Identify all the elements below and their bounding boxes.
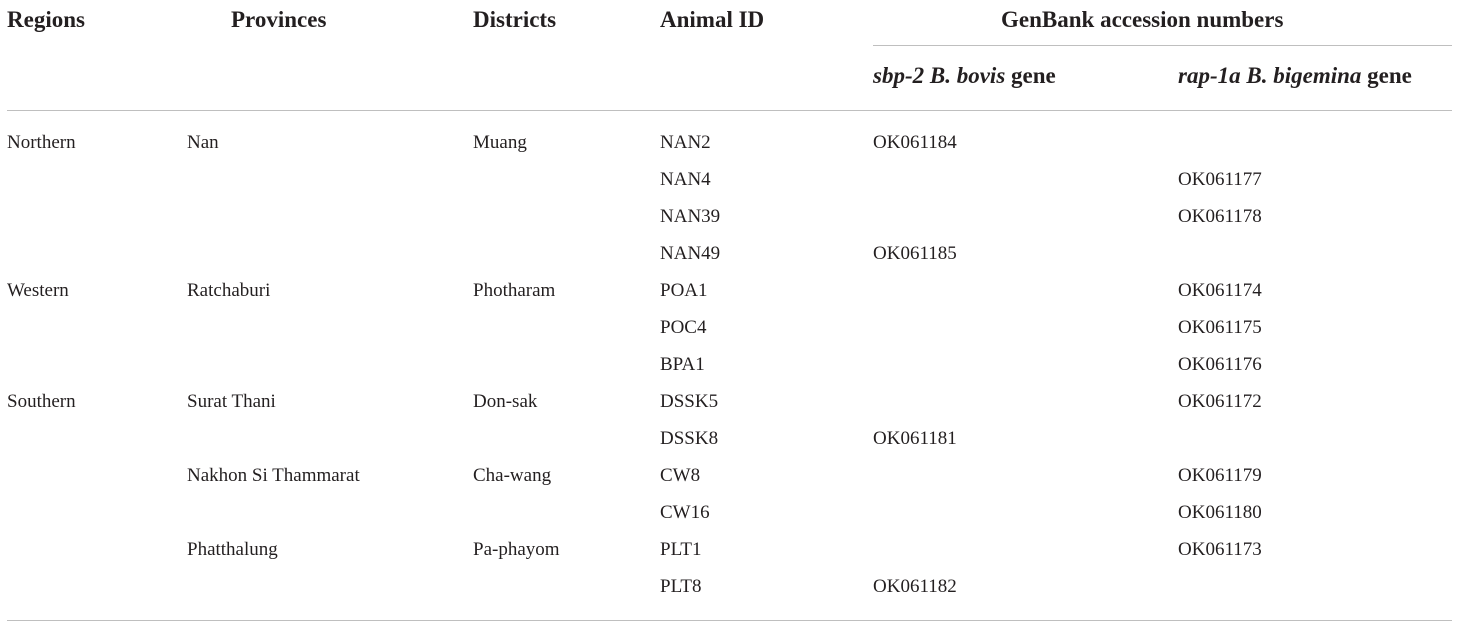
animal-id-cell: NAN39 bbox=[660, 206, 721, 227]
animal-id-cell: DSSK5 bbox=[660, 391, 719, 412]
animal-id-cell: NAN49 bbox=[660, 243, 721, 264]
district-cell: Photharam bbox=[473, 280, 556, 301]
header-rap1a-gene bbox=[1178, 64, 1412, 87]
header-regions: Regions bbox=[7, 7, 85, 32]
genbank-header-rule bbox=[873, 45, 1452, 46]
district-cell: Muang bbox=[473, 132, 527, 153]
sbp2-accession-cell: OK061185 bbox=[873, 243, 957, 264]
animal-id-cell: POC4 bbox=[660, 317, 707, 338]
rap1a-accession-cell: OK061177 bbox=[1178, 169, 1262, 190]
rap1a-suffix: gene bbox=[1367, 63, 1412, 88]
sbp2-species: B. bovis bbox=[929, 63, 1006, 88]
sbp2-suffix: gene bbox=[1011, 63, 1056, 88]
district-cell: Cha-wang bbox=[473, 465, 552, 486]
header-provinces: Provinces bbox=[231, 7, 327, 32]
sbp2-accession-cell: OK061181 bbox=[873, 428, 957, 449]
rap1a-species: B. bigemina bbox=[1246, 63, 1362, 88]
header-sbp2-gene bbox=[873, 64, 1056, 87]
rap1a-gene-name: rap-1a bbox=[1178, 63, 1241, 88]
animal-id-cell: BPA1 bbox=[660, 354, 705, 375]
region-cell: Southern bbox=[7, 391, 76, 412]
animal-id-cell: PLT1 bbox=[660, 539, 702, 560]
header-bottom-rule bbox=[7, 110, 1452, 111]
region-cell: Northern bbox=[7, 132, 76, 153]
rap1a-accession-cell: OK061179 bbox=[1178, 465, 1262, 486]
animal-id-cell: NAN4 bbox=[660, 169, 711, 190]
province-cell: Surat Thani bbox=[187, 391, 276, 412]
header-districts: Districts bbox=[473, 7, 557, 32]
rap1a-accession-cell: OK061173 bbox=[1178, 539, 1262, 560]
rap1a-accession-cell: OK061176 bbox=[1178, 354, 1262, 375]
province-cell: Phatthalung bbox=[187, 539, 278, 560]
animal-id-cell: PLT8 bbox=[660, 576, 702, 597]
animal-id-cell: CW8 bbox=[660, 465, 701, 486]
animal-id-cell: NAN2 bbox=[660, 132, 711, 153]
district-cell: Don-sak bbox=[473, 391, 538, 412]
animal-id-cell: CW16 bbox=[660, 502, 710, 523]
header-genbank: GenBank accession numbers bbox=[1001, 7, 1284, 32]
sbp2-accession-cell: OK061184 bbox=[873, 132, 957, 153]
province-cell: Ratchaburi bbox=[187, 280, 271, 301]
table-bottom-rule bbox=[7, 620, 1452, 621]
header-animal-id: Animal ID bbox=[660, 7, 765, 32]
rap1a-accession-cell: OK061174 bbox=[1178, 280, 1262, 301]
region-cell: Western bbox=[7, 280, 69, 301]
rap1a-accession-cell: OK061175 bbox=[1178, 317, 1262, 338]
province-cell: Nan bbox=[187, 132, 219, 153]
sbp2-accession-cell: OK061182 bbox=[873, 576, 957, 597]
district-cell: Pa-phayom bbox=[473, 539, 560, 560]
rap1a-accession-cell: OK061178 bbox=[1178, 206, 1262, 227]
rap1a-accession-cell: OK061180 bbox=[1178, 502, 1262, 523]
animal-id-cell: DSSK8 bbox=[660, 428, 719, 449]
province-cell: Nakhon Si Thammarat bbox=[187, 465, 360, 486]
animal-id-cell: POA1 bbox=[660, 280, 708, 301]
sbp2-gene-name: sbp-2 bbox=[873, 63, 925, 88]
rap1a-accession-cell: OK061172 bbox=[1178, 391, 1262, 412]
